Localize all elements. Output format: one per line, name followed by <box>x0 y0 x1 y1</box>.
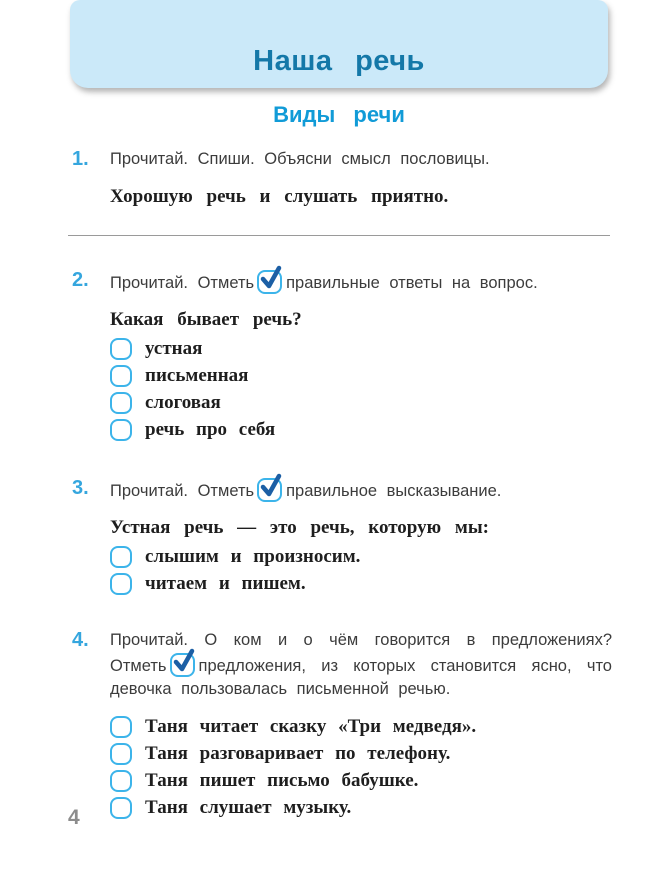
section-title: Виды речи <box>273 102 405 127</box>
option-label: устная <box>145 338 203 359</box>
option-label: Таня разговаривает по телефону. <box>145 743 451 764</box>
option-row <box>110 365 612 387</box>
instruction-text: правильное высказывание. <box>286 482 502 500</box>
empty-checkbox[interactable] <box>110 338 132 360</box>
option-label: слоговая <box>145 392 221 413</box>
option-row <box>110 797 612 819</box>
instruction-text: предложения, из которых становится ясно, что девочка пользовалась письменной речью. <box>110 657 612 698</box>
option-row <box>110 338 612 360</box>
exercise-2-options <box>110 338 612 441</box>
option-label: письменная <box>145 365 249 386</box>
option-row <box>110 743 612 765</box>
empty-checkbox[interactable] <box>110 770 132 792</box>
exercise-4-options <box>110 716 612 819</box>
empty-checkbox[interactable] <box>110 419 132 441</box>
exercise-2 <box>72 269 612 441</box>
empty-checkbox[interactable] <box>110 546 132 568</box>
page-number: 4 <box>68 806 80 829</box>
exercise-2-question: Какая бывает речь? <box>110 309 302 330</box>
checked-checkbox-icon <box>170 652 196 677</box>
section-divider <box>68 235 610 236</box>
exercise-3-options <box>110 546 612 595</box>
empty-checkbox[interactable] <box>110 392 132 414</box>
option-row <box>110 419 612 441</box>
chapter-banner <box>70 0 608 88</box>
empty-checkbox[interactable] <box>110 743 132 765</box>
exercise-3-instruction <box>110 477 612 503</box>
option-row <box>110 546 612 568</box>
empty-checkbox[interactable] <box>110 716 132 738</box>
option-row <box>110 716 612 738</box>
exercise-3 <box>72 477 612 595</box>
exercise-4-number: 4. <box>72 629 89 651</box>
exercise-4 <box>72 629 612 819</box>
option-label: Таня читает сказку «Три медведя». <box>145 716 477 737</box>
option-label: речь про себя <box>145 419 276 440</box>
exercise-4-instruction <box>110 629 612 701</box>
exercise-1 <box>72 148 612 208</box>
instruction-text: правильные ответы на вопрос. <box>286 274 538 292</box>
option-row <box>110 770 612 792</box>
exercise-1-instruction: Прочитай. Спиши. Объясни смысл пословицы. <box>110 150 490 168</box>
exercise-2-number: 2. <box>72 269 89 291</box>
option-row <box>110 573 612 595</box>
page-content <box>72 148 612 819</box>
instruction-text: Прочитай. Отметь <box>110 482 255 500</box>
exercise-1-proverb: Хорошую речь и слушать приятно. <box>110 186 449 207</box>
exercise-3-question: Устная речь — это речь, которую мы: <box>110 517 489 538</box>
chapter-title: Наша речь <box>253 45 425 77</box>
exercise-2-instruction <box>110 269 612 295</box>
option-row <box>110 392 612 414</box>
option-label: слышим и произносим. <box>145 546 361 567</box>
empty-checkbox[interactable] <box>110 573 132 595</box>
checked-checkbox-icon <box>257 269 283 294</box>
option-label: Таня пишет письмо бабушке. <box>145 770 419 791</box>
exercise-1-number: 1. <box>72 148 89 170</box>
empty-checkbox[interactable] <box>110 797 132 819</box>
instruction-text: Прочитай. Отметь <box>110 274 255 292</box>
instruction-text: Прочитай. О ком и о чём говорится в предложениях? Отметь <box>110 631 612 675</box>
option-label: Таня слушает музыку. <box>145 797 352 818</box>
option-label: читаем и пишем. <box>145 573 306 594</box>
checked-checkbox-icon <box>257 477 283 502</box>
empty-checkbox[interactable] <box>110 365 132 387</box>
exercise-3-number: 3. <box>72 477 89 499</box>
